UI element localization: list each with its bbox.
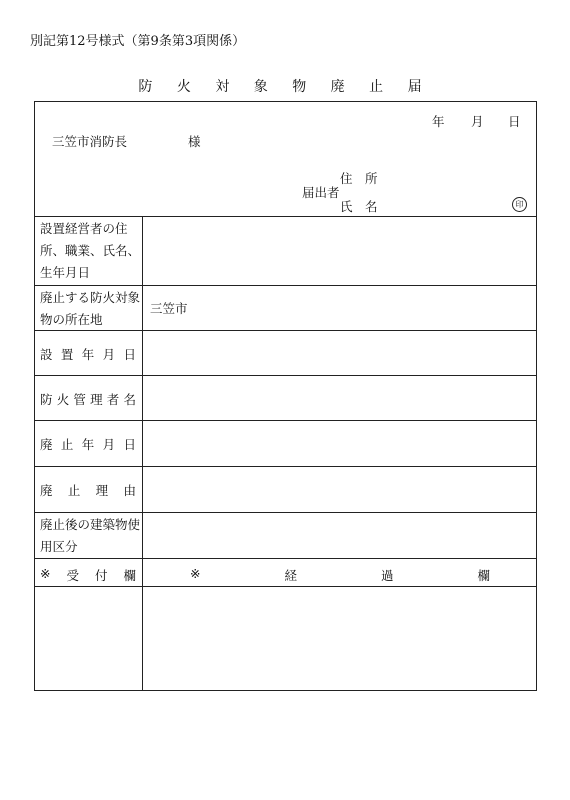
row-divider <box>34 216 537 217</box>
row-divider <box>34 558 537 559</box>
reception-column-header: ※ 受 付 欄 <box>40 566 136 583</box>
date-year-label: 年 <box>432 114 445 129</box>
form-title: 防 火 対 象 物 廃 止 届 <box>138 79 432 95</box>
row-label-usage-after: 廃止後の建築物使用区分 <box>40 517 141 554</box>
name-label: 氏 名 <box>340 199 378 214</box>
row-label-established-date: 設 置 年 月 日 <box>40 347 136 362</box>
progress-column-header: ※ 経 過 欄 <box>190 566 490 583</box>
date-month-label: 月 <box>471 114 484 129</box>
date-day-label: 日 <box>508 114 521 129</box>
notifier-label: 届出者 <box>302 185 340 200</box>
row-label-reason: 廃 止 理 由 <box>40 483 136 498</box>
row-divider <box>34 420 537 421</box>
row-divider <box>34 586 537 587</box>
honorific: 様 <box>188 134 201 149</box>
row-label-owner: 設置経営者の住所、職業、氏名、生年月日 <box>40 221 141 280</box>
address-label: 住 所 <box>340 171 378 186</box>
addressee: 三笠市消防長 <box>52 134 128 149</box>
row-divider <box>34 375 537 376</box>
location-value: 三笠市 <box>150 301 188 316</box>
row-divider <box>34 512 537 513</box>
row-label-abolished-date: 廃 止 年 月 日 <box>40 437 136 452</box>
form-number-label: 別記第12号様式（第9条第3項関係） <box>30 34 246 49</box>
row-label-location: 廃止する防火対象物の所在地 <box>40 290 141 327</box>
row-divider <box>34 285 537 286</box>
row-divider <box>34 466 537 467</box>
row-label-fire-manager: 防 火 管 理 者 名 <box>40 392 136 407</box>
column-divider <box>142 216 143 691</box>
seal-mark-icon: 印 <box>512 197 527 212</box>
